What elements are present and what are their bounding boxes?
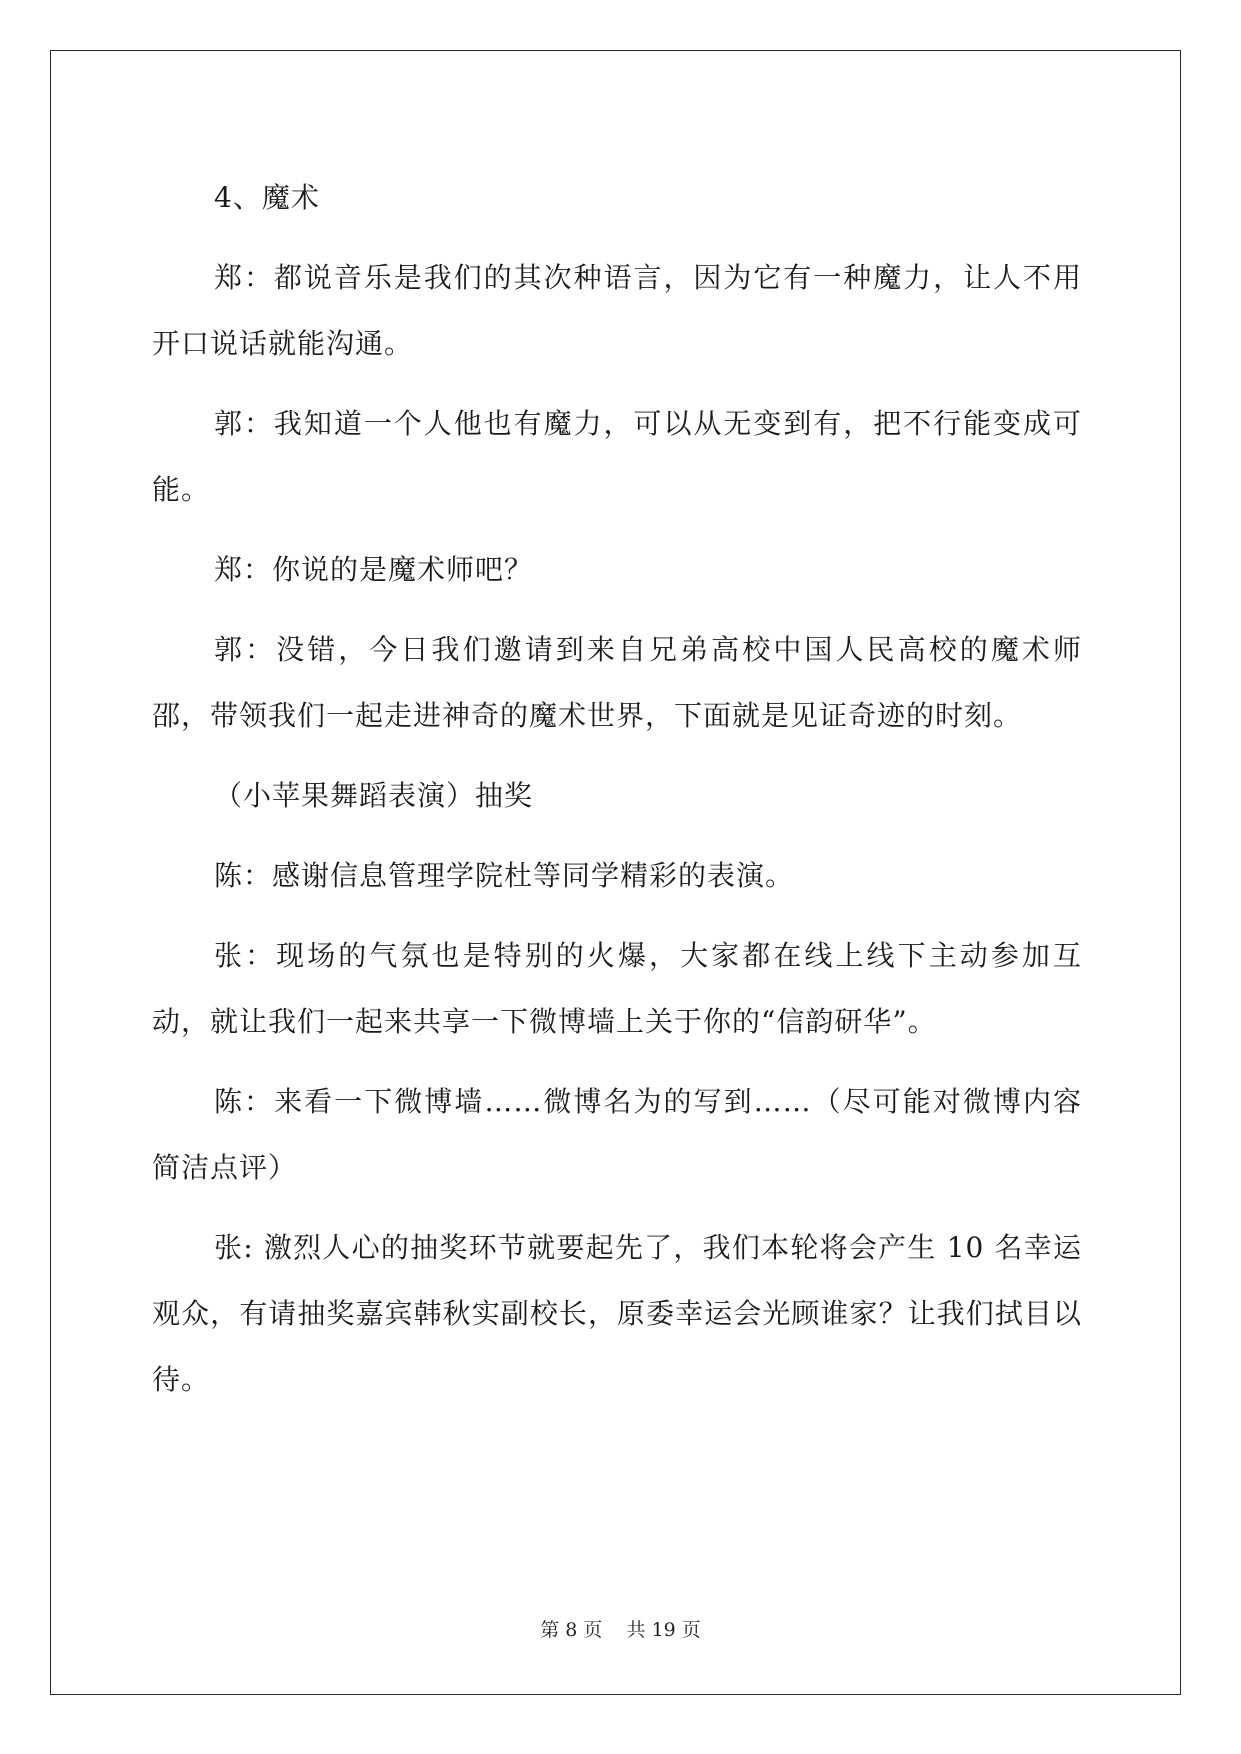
dialogue-paragraph: 郭：我知道一个人他也有魔力，可以从无变到有，把不行能变成可能。 — [152, 407, 1082, 506]
document-body — [152, 165, 1082, 1427]
dialogue-paragraph: 郑：你说的是魔术师吧？ — [214, 553, 534, 586]
page-number: 第 8 页 — [540, 1619, 603, 1641]
dialogue-paragraph: 郑：都说音乐是我们的其次种语言，因为它有一种魔力，让人不用开口说话就能沟通。 — [152, 261, 1082, 360]
dialogue-paragraph: 陈：感谢信息管理学院杜等同学精彩的表演。 — [214, 859, 795, 892]
page-total: 共 19 页 — [626, 1619, 701, 1641]
dialogue-paragraph: 陈：来看一下微博墙……微博名为的写到……（尽可能对微博内容简洁点评） — [152, 1085, 1082, 1184]
page-footer — [0, 1618, 1241, 1642]
dialogue-paragraph: 张: 激烈人心的抽奖环节就要起先了，我们本轮将会产生 10 名幸运观众，有请抽奖嘉宾韩秋实副校长，原委幸运会光顾谁家？让我们拭目以待。 — [152, 1231, 1082, 1396]
stage-direction: （小苹果舞蹈表演）抽奖 — [214, 779, 534, 812]
dialogue-paragraph: 郭：没错，今日我们邀请到来自兄弟高校中国人民高校的魔术师邵，带领我们一起走进神奇的魔术世界，下面就是见证奇迹的时刻。 — [152, 633, 1082, 732]
section-heading: 4、魔术 — [214, 181, 320, 214]
dialogue-paragraph: 张：现场的气氛也是特别的火爆，大家都在线上线下主动参加互动，就让我们一起来共享一下微博墙上关于你的“信韵研华”。 — [152, 939, 1082, 1038]
